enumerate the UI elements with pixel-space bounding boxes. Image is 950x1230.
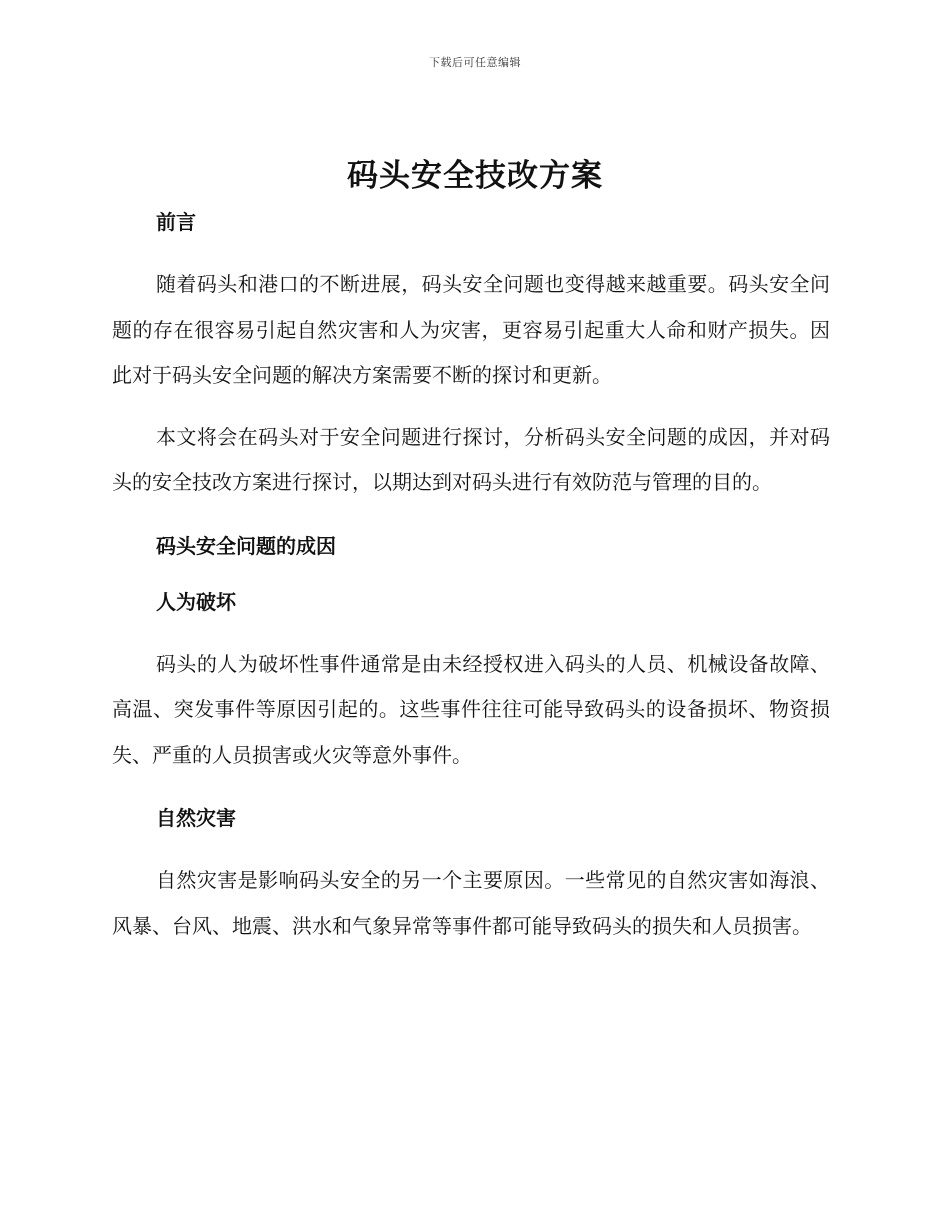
paragraph-natural-disaster: 自然灾害是影响码头安全的另一个主要原因。一些常见的自然灾害如海浪、风暴、台风、地震、洪水和气象异常等事件都可能导致码头的损失和人员损害。 [112,868,830,938]
paragraph-preface-2: 本文将会在码头对于安全问题进行探讨，分析码头安全问题的成因，并对码头的安全技改方案进行探讨，以期达到对码头进行有效防范与管理的目的。 [112,424,830,494]
paragraph-preface-1: 随着码头和港口的不断进展，码头安全问题也变得越来越重要。码头安全问题的存在很容易引起自然灾害和人为灾害，更容易引起重大人命和财产损失。因此对于码头安全问题的解决方案需要不断的探讨和更新。 [112,272,830,387]
document-title: 码头安全技改方案 [347,158,603,194]
page-header-note: 下载后可任意编辑 [429,56,521,69]
section-heading-preface: 前言 [156,210,196,234]
section-heading-natural-disaster: 自然灾害 [156,806,236,830]
document-body [112,206,830,949]
paragraph-human-damage: 码头的人为破坏性事件通常是由未经授权进入码头的人员、机械设备故障、高温、突发事件等原因引起的。这些事件往往可能导致码头的设备损坏、物资损失、严重的人员损害或火灾等意外事件。 [112,651,830,767]
section-heading-causes: 码头安全问题的成因 [156,533,336,558]
section-heading-human-damage: 人为破坏 [156,589,236,614]
